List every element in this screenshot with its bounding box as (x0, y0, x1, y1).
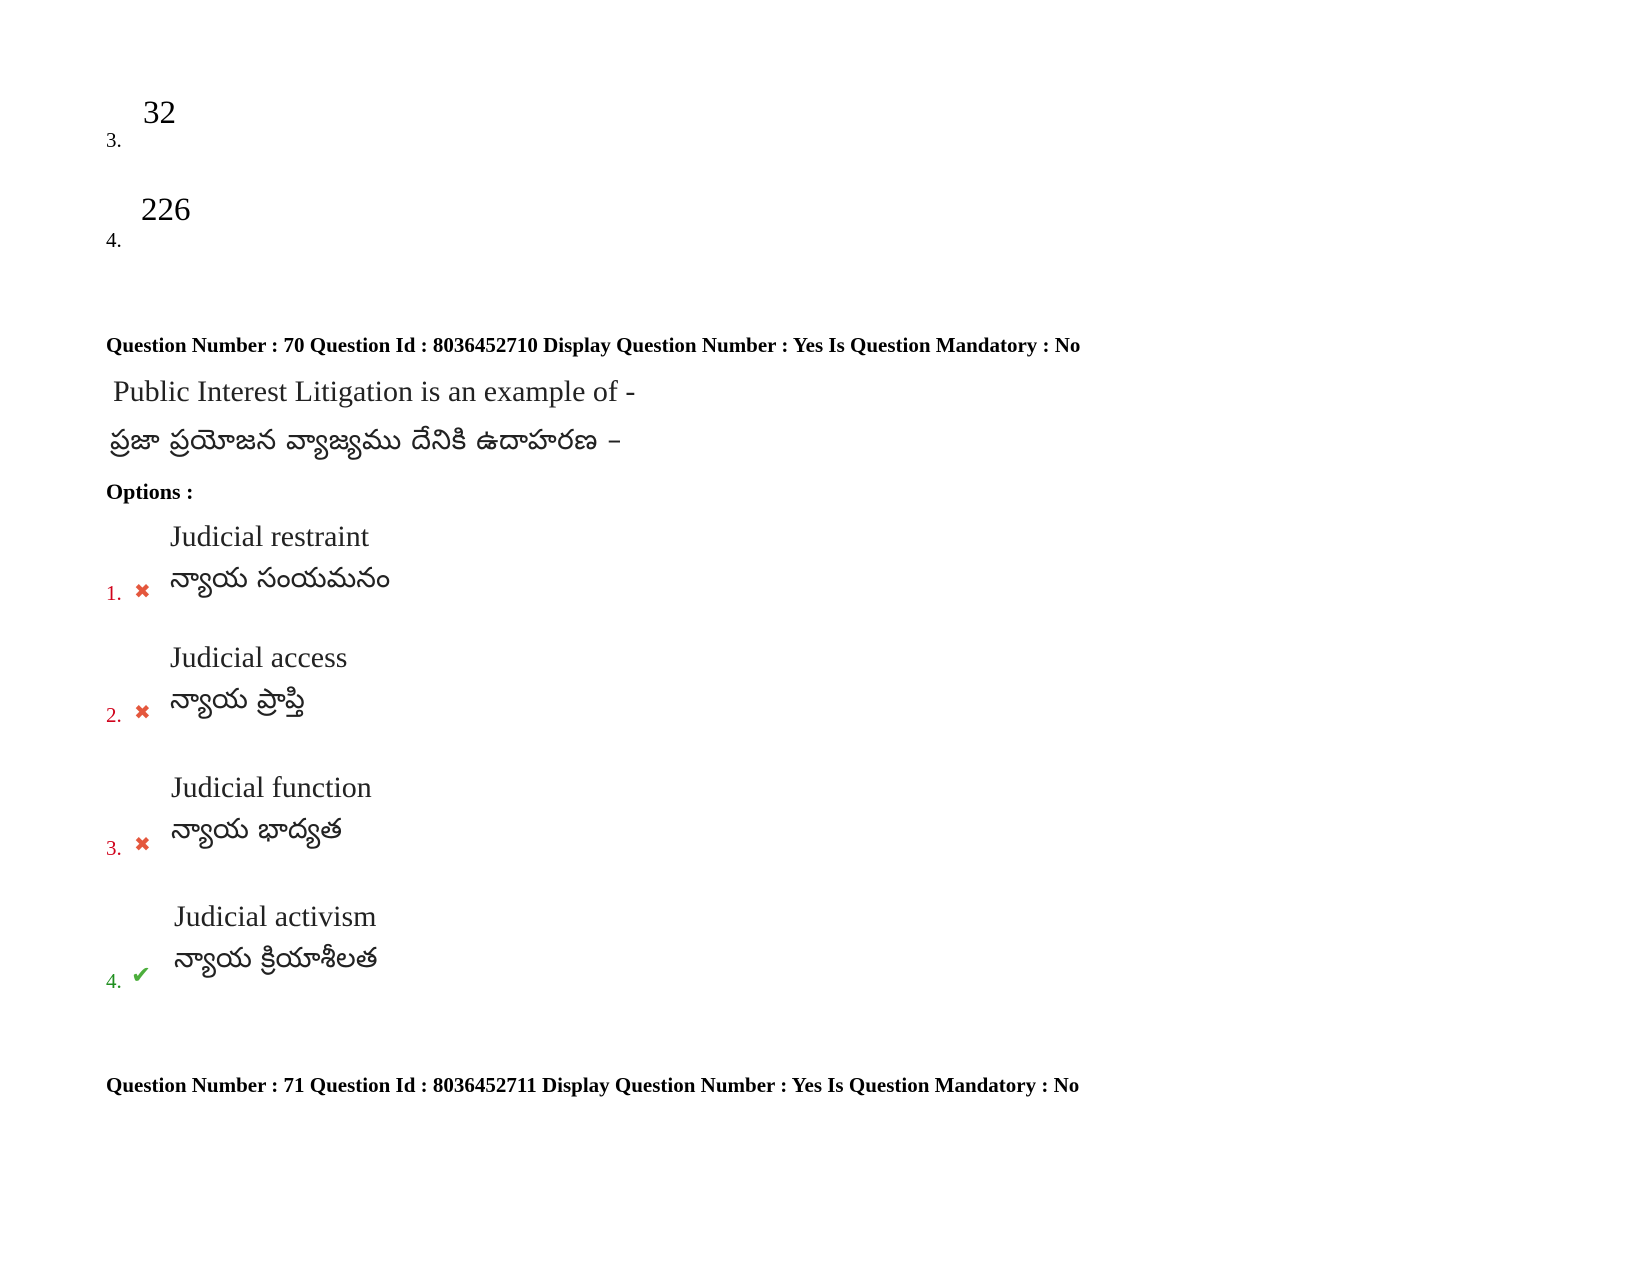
option-text-english: Judicial function (171, 771, 372, 804)
cross-icon: ✖ (134, 579, 151, 603)
question-header: Question Number : 71 Question Id : 8036452711 Display Question Number : Yes Is Question Mandatory : No (106, 1073, 1080, 1097)
question-text-english: Public Interest Litigation is an example of - (113, 375, 636, 408)
option-text-telugu: న్యాయ భాద్యత (171, 812, 343, 845)
option-text-telugu: న్యాయ క్రియాశీలత (174, 941, 378, 974)
option-number: 2. (106, 703, 122, 727)
option-text-telugu: న్యాయ ప్రాప్తి (170, 682, 305, 715)
option-number: 4. (106, 969, 122, 993)
option-number: 3. (106, 128, 122, 152)
option-value: 226 (141, 192, 191, 228)
option-number: 1. (106, 581, 122, 605)
option-value: 32 (143, 95, 176, 131)
cross-icon: ✖ (134, 832, 151, 856)
option-text-english: Judicial restraint (170, 520, 370, 553)
check-icon: ✔ (131, 961, 152, 989)
cross-icon: ✖ (134, 700, 151, 724)
option-text-telugu: న్యాయ సంయమనం (170, 561, 391, 594)
question-header: Question Number : 70 Question Id : 8036452710 Display Question Number : Yes Is Question Mandatory : No (106, 333, 1081, 357)
option-text-english: Judicial access (170, 641, 348, 674)
option-number: 4. (106, 228, 122, 252)
option-text-english: Judicial activism (174, 900, 377, 933)
question-text-telugu: ప్రజా ప్రయోజన వ్యాజ్యము దేనికి ఉదాహరణ – (110, 423, 622, 456)
options-label: Options : (106, 479, 194, 504)
option-number: 3. (106, 836, 122, 860)
